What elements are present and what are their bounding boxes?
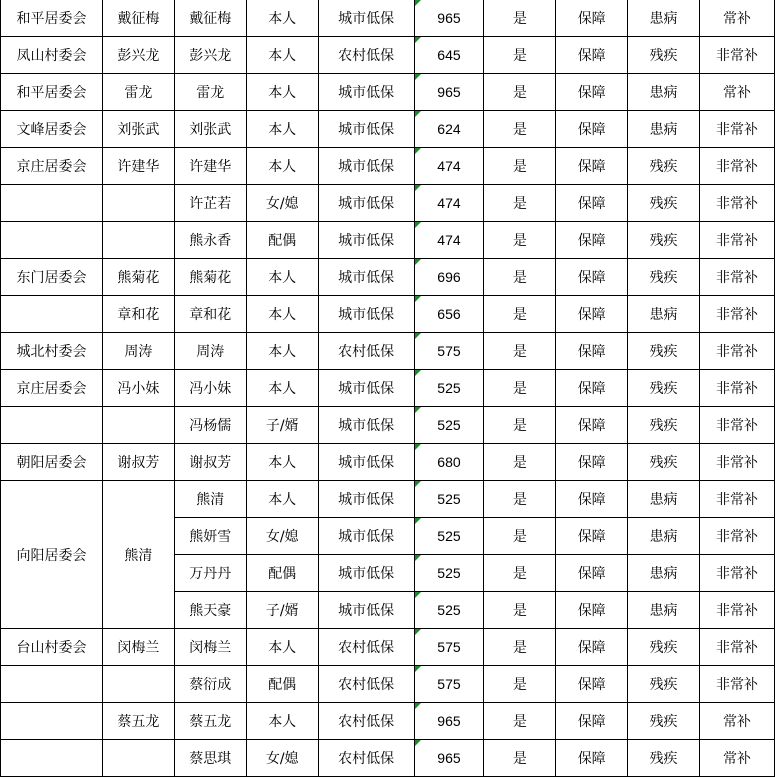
amount-cell: 525 bbox=[414, 481, 484, 518]
head-name-cell: 熊清 bbox=[102, 481, 174, 629]
subsidy-cell: 非常补 bbox=[700, 481, 775, 518]
category-cell: 保障 bbox=[556, 37, 628, 74]
category-cell: 保障 bbox=[556, 370, 628, 407]
type-cell: 城市低保 bbox=[318, 259, 414, 296]
subsidy-cell: 非常补 bbox=[700, 518, 775, 555]
subsidy-cell: 常补 bbox=[700, 703, 775, 740]
relation-cell: 配偶 bbox=[246, 222, 318, 259]
type-cell: 城市低保 bbox=[318, 518, 414, 555]
head-name-cell: 刘张武 bbox=[102, 111, 174, 148]
relation-cell: 配偶 bbox=[246, 555, 318, 592]
flag-cell: 是 bbox=[484, 185, 556, 222]
amount-cell: 965 bbox=[414, 0, 484, 37]
member-name-cell: 谢叔芳 bbox=[174, 444, 246, 481]
flag-cell: 是 bbox=[484, 481, 556, 518]
relation-cell: 本人 bbox=[246, 370, 318, 407]
member-name-cell: 刘张武 bbox=[174, 111, 246, 148]
member-name-cell: 许芷若 bbox=[174, 185, 246, 222]
table-row bbox=[1, 148, 775, 185]
amount-cell: 525 bbox=[414, 407, 484, 444]
category-cell: 保障 bbox=[556, 666, 628, 703]
table-row bbox=[1, 407, 775, 444]
reason-cell: 残疾 bbox=[628, 222, 700, 259]
amount-cell: 474 bbox=[414, 185, 484, 222]
committee-cell bbox=[1, 703, 103, 740]
reason-cell: 患病 bbox=[628, 111, 700, 148]
subsidy-cell: 非常补 bbox=[700, 185, 775, 222]
table-row bbox=[1, 629, 775, 666]
relation-cell: 本人 bbox=[246, 111, 318, 148]
flag-cell: 是 bbox=[484, 703, 556, 740]
member-name-cell: 熊清 bbox=[174, 481, 246, 518]
table-row bbox=[1, 444, 775, 481]
table-row bbox=[1, 185, 775, 222]
type-cell: 城市低保 bbox=[318, 370, 414, 407]
member-name-cell: 周涛 bbox=[174, 333, 246, 370]
reason-cell: 残疾 bbox=[628, 148, 700, 185]
subsidy-cell: 非常补 bbox=[700, 333, 775, 370]
table-row bbox=[1, 370, 775, 407]
subsidy-cell: 非常补 bbox=[700, 407, 775, 444]
category-cell: 保障 bbox=[556, 592, 628, 629]
reason-cell: 残疾 bbox=[628, 666, 700, 703]
member-name-cell: 雷龙 bbox=[174, 74, 246, 111]
reason-cell: 残疾 bbox=[628, 629, 700, 666]
amount-cell: 525 bbox=[414, 555, 484, 592]
relation-cell: 女/媳 bbox=[246, 518, 318, 555]
flag-cell: 是 bbox=[484, 555, 556, 592]
type-cell: 城市低保 bbox=[318, 111, 414, 148]
amount-cell: 525 bbox=[414, 518, 484, 555]
committee-cell bbox=[1, 296, 103, 333]
committee-cell bbox=[1, 666, 103, 703]
head-name-cell: 章和花 bbox=[102, 296, 174, 333]
category-cell: 保障 bbox=[556, 629, 628, 666]
subsidy-cell: 常补 bbox=[700, 74, 775, 111]
member-name-cell: 冯杨儒 bbox=[174, 407, 246, 444]
category-cell: 保障 bbox=[556, 740, 628, 777]
type-cell: 城市低保 bbox=[318, 407, 414, 444]
flag-cell: 是 bbox=[484, 629, 556, 666]
amount-cell: 656 bbox=[414, 296, 484, 333]
category-cell: 保障 bbox=[556, 74, 628, 111]
reason-cell: 患病 bbox=[628, 592, 700, 629]
reason-cell: 残疾 bbox=[628, 259, 700, 296]
head-name-cell: 熊菊花 bbox=[102, 259, 174, 296]
reason-cell: 残疾 bbox=[628, 407, 700, 444]
amount-cell: 645 bbox=[414, 37, 484, 74]
reason-cell: 残疾 bbox=[628, 185, 700, 222]
flag-cell: 是 bbox=[484, 148, 556, 185]
type-cell: 农村低保 bbox=[318, 666, 414, 703]
amount-cell: 525 bbox=[414, 370, 484, 407]
relation-cell: 子/婿 bbox=[246, 407, 318, 444]
committee-cell bbox=[1, 222, 103, 259]
reason-cell: 患病 bbox=[628, 555, 700, 592]
reason-cell: 患病 bbox=[628, 481, 700, 518]
committee-cell: 京庄居委会 bbox=[1, 370, 103, 407]
committee-cell: 京庄居委会 bbox=[1, 148, 103, 185]
category-cell: 保障 bbox=[556, 333, 628, 370]
subsidy-cell: 常补 bbox=[700, 740, 775, 777]
flag-cell: 是 bbox=[484, 370, 556, 407]
head-name-cell: 雷龙 bbox=[102, 74, 174, 111]
table-row bbox=[1, 259, 775, 296]
member-name-cell: 熊天豪 bbox=[174, 592, 246, 629]
head-name-cell bbox=[102, 222, 174, 259]
member-name-cell: 彭兴龙 bbox=[174, 37, 246, 74]
category-cell: 保障 bbox=[556, 407, 628, 444]
type-cell: 农村低保 bbox=[318, 333, 414, 370]
subsidy-cell: 非常补 bbox=[700, 37, 775, 74]
subsidy-cell: 非常补 bbox=[700, 444, 775, 481]
committee-cell bbox=[1, 740, 103, 777]
flag-cell: 是 bbox=[484, 407, 556, 444]
flag-cell: 是 bbox=[484, 333, 556, 370]
relation-cell: 女/媳 bbox=[246, 185, 318, 222]
category-cell: 保障 bbox=[556, 111, 628, 148]
committee-cell bbox=[1, 185, 103, 222]
head-name-cell bbox=[102, 185, 174, 222]
reason-cell: 残疾 bbox=[628, 37, 700, 74]
relation-cell: 本人 bbox=[246, 333, 318, 370]
flag-cell: 是 bbox=[484, 666, 556, 703]
category-cell: 保障 bbox=[556, 0, 628, 37]
amount-cell: 696 bbox=[414, 259, 484, 296]
category-cell: 保障 bbox=[556, 518, 628, 555]
reason-cell: 残疾 bbox=[628, 333, 700, 370]
table-row bbox=[1, 703, 775, 740]
table-row bbox=[1, 37, 775, 74]
committee-cell: 和平居委会 bbox=[1, 74, 103, 111]
relation-cell: 子/婿 bbox=[246, 592, 318, 629]
reason-cell: 患病 bbox=[628, 74, 700, 111]
type-cell: 城市低保 bbox=[318, 0, 414, 37]
category-cell: 保障 bbox=[556, 259, 628, 296]
amount-cell: 575 bbox=[414, 333, 484, 370]
relation-cell: 本人 bbox=[246, 444, 318, 481]
flag-cell: 是 bbox=[484, 259, 556, 296]
category-cell: 保障 bbox=[556, 222, 628, 259]
type-cell: 城市低保 bbox=[318, 481, 414, 518]
member-name-cell: 熊永香 bbox=[174, 222, 246, 259]
amount-cell: 624 bbox=[414, 111, 484, 148]
type-cell: 农村低保 bbox=[318, 703, 414, 740]
committee-cell: 台山村委会 bbox=[1, 629, 103, 666]
head-name-cell: 许建华 bbox=[102, 148, 174, 185]
table-row bbox=[1, 0, 775, 37]
relation-cell: 本人 bbox=[246, 629, 318, 666]
subsidy-cell: 非常补 bbox=[700, 222, 775, 259]
table-row bbox=[1, 296, 775, 333]
category-cell: 保障 bbox=[556, 703, 628, 740]
head-name-cell bbox=[102, 666, 174, 703]
committee-cell bbox=[1, 407, 103, 444]
category-cell: 保障 bbox=[556, 185, 628, 222]
amount-cell: 680 bbox=[414, 444, 484, 481]
flag-cell: 是 bbox=[484, 222, 556, 259]
type-cell: 城市低保 bbox=[318, 444, 414, 481]
reason-cell: 患病 bbox=[628, 518, 700, 555]
committee-cell: 朝阳居委会 bbox=[1, 444, 103, 481]
category-cell: 保障 bbox=[556, 296, 628, 333]
flag-cell: 是 bbox=[484, 592, 556, 629]
committee-cell: 文峰居委会 bbox=[1, 111, 103, 148]
member-name-cell: 蔡思琪 bbox=[174, 740, 246, 777]
member-name-cell: 熊菊花 bbox=[174, 259, 246, 296]
reason-cell: 残疾 bbox=[628, 740, 700, 777]
type-cell: 城市低保 bbox=[318, 555, 414, 592]
amount-cell: 965 bbox=[414, 703, 484, 740]
member-name-cell: 蔡五龙 bbox=[174, 703, 246, 740]
reason-cell: 残疾 bbox=[628, 444, 700, 481]
table-row bbox=[1, 740, 775, 777]
amount-cell: 474 bbox=[414, 148, 484, 185]
table-row bbox=[1, 222, 775, 259]
category-cell: 保障 bbox=[556, 555, 628, 592]
flag-cell: 是 bbox=[484, 740, 556, 777]
table-row bbox=[1, 666, 775, 703]
subsidy-cell: 非常补 bbox=[700, 148, 775, 185]
type-cell: 城市低保 bbox=[318, 74, 414, 111]
flag-cell: 是 bbox=[484, 444, 556, 481]
head-name-cell bbox=[102, 740, 174, 777]
subsidy-cell: 非常补 bbox=[700, 259, 775, 296]
flag-cell: 是 bbox=[484, 0, 556, 37]
member-name-cell: 冯小妹 bbox=[174, 370, 246, 407]
category-cell: 保障 bbox=[556, 148, 628, 185]
reason-cell: 残疾 bbox=[628, 370, 700, 407]
reason-cell: 残疾 bbox=[628, 703, 700, 740]
subsidy-cell: 非常补 bbox=[700, 370, 775, 407]
type-cell: 农村低保 bbox=[318, 740, 414, 777]
relation-cell: 本人 bbox=[246, 296, 318, 333]
amount-cell: 575 bbox=[414, 629, 484, 666]
relation-cell: 本人 bbox=[246, 37, 318, 74]
head-name-cell: 闵梅兰 bbox=[102, 629, 174, 666]
flag-cell: 是 bbox=[484, 518, 556, 555]
relation-cell: 本人 bbox=[246, 148, 318, 185]
amount-cell: 525 bbox=[414, 592, 484, 629]
member-name-cell: 熊妍雪 bbox=[174, 518, 246, 555]
relation-cell: 本人 bbox=[246, 703, 318, 740]
category-cell: 保障 bbox=[556, 444, 628, 481]
relation-cell: 本人 bbox=[246, 74, 318, 111]
committee-cell: 和平居委会 bbox=[1, 0, 103, 37]
committee-cell: 东门居委会 bbox=[1, 259, 103, 296]
head-name-cell: 蔡五龙 bbox=[102, 703, 174, 740]
committee-cell: 城北村委会 bbox=[1, 333, 103, 370]
member-name-cell: 蔡衍成 bbox=[174, 666, 246, 703]
flag-cell: 是 bbox=[484, 111, 556, 148]
member-name-cell: 闵梅兰 bbox=[174, 629, 246, 666]
subsidy-cell: 非常补 bbox=[700, 555, 775, 592]
committee-cell: 凤山村委会 bbox=[1, 37, 103, 74]
relation-cell: 本人 bbox=[246, 0, 318, 37]
subsidy-cell: 常补 bbox=[700, 0, 775, 37]
type-cell: 农村低保 bbox=[318, 629, 414, 666]
flag-cell: 是 bbox=[484, 296, 556, 333]
table-row bbox=[1, 74, 775, 111]
head-name-cell: 冯小妹 bbox=[102, 370, 174, 407]
relation-cell: 本人 bbox=[246, 259, 318, 296]
table-row bbox=[1, 111, 775, 148]
member-name-cell: 许建华 bbox=[174, 148, 246, 185]
committee-cell: 向阳居委会 bbox=[1, 481, 103, 629]
flag-cell: 是 bbox=[484, 74, 556, 111]
subsidy-cell: 非常补 bbox=[700, 296, 775, 333]
amount-cell: 965 bbox=[414, 74, 484, 111]
subsidy-cell: 非常补 bbox=[700, 666, 775, 703]
type-cell: 城市低保 bbox=[318, 592, 414, 629]
relation-cell: 本人 bbox=[246, 481, 318, 518]
reason-cell: 患病 bbox=[628, 0, 700, 37]
amount-cell: 965 bbox=[414, 740, 484, 777]
subsidy-cell: 非常补 bbox=[700, 629, 775, 666]
category-cell: 保障 bbox=[556, 481, 628, 518]
subsidy-cell: 非常补 bbox=[700, 592, 775, 629]
head-name-cell: 周涛 bbox=[102, 333, 174, 370]
amount-cell: 474 bbox=[414, 222, 484, 259]
subsidy-cell: 非常补 bbox=[700, 111, 775, 148]
amount-cell: 575 bbox=[414, 666, 484, 703]
table-row bbox=[1, 333, 775, 370]
head-name-cell: 彭兴龙 bbox=[102, 37, 174, 74]
relation-cell: 配偶 bbox=[246, 666, 318, 703]
table-row bbox=[1, 481, 775, 518]
type-cell: 农村低保 bbox=[318, 37, 414, 74]
member-name-cell: 戴征梅 bbox=[174, 0, 246, 37]
member-name-cell: 万丹丹 bbox=[174, 555, 246, 592]
type-cell: 城市低保 bbox=[318, 185, 414, 222]
flag-cell: 是 bbox=[484, 37, 556, 74]
type-cell: 城市低保 bbox=[318, 222, 414, 259]
reason-cell: 患病 bbox=[628, 296, 700, 333]
head-name-cell: 戴征梅 bbox=[102, 0, 174, 37]
head-name-cell bbox=[102, 407, 174, 444]
head-name-cell: 谢叔芳 bbox=[102, 444, 174, 481]
relation-cell: 女/媳 bbox=[246, 740, 318, 777]
member-name-cell: 章和花 bbox=[174, 296, 246, 333]
type-cell: 城市低保 bbox=[318, 148, 414, 185]
type-cell: 城市低保 bbox=[318, 296, 414, 333]
